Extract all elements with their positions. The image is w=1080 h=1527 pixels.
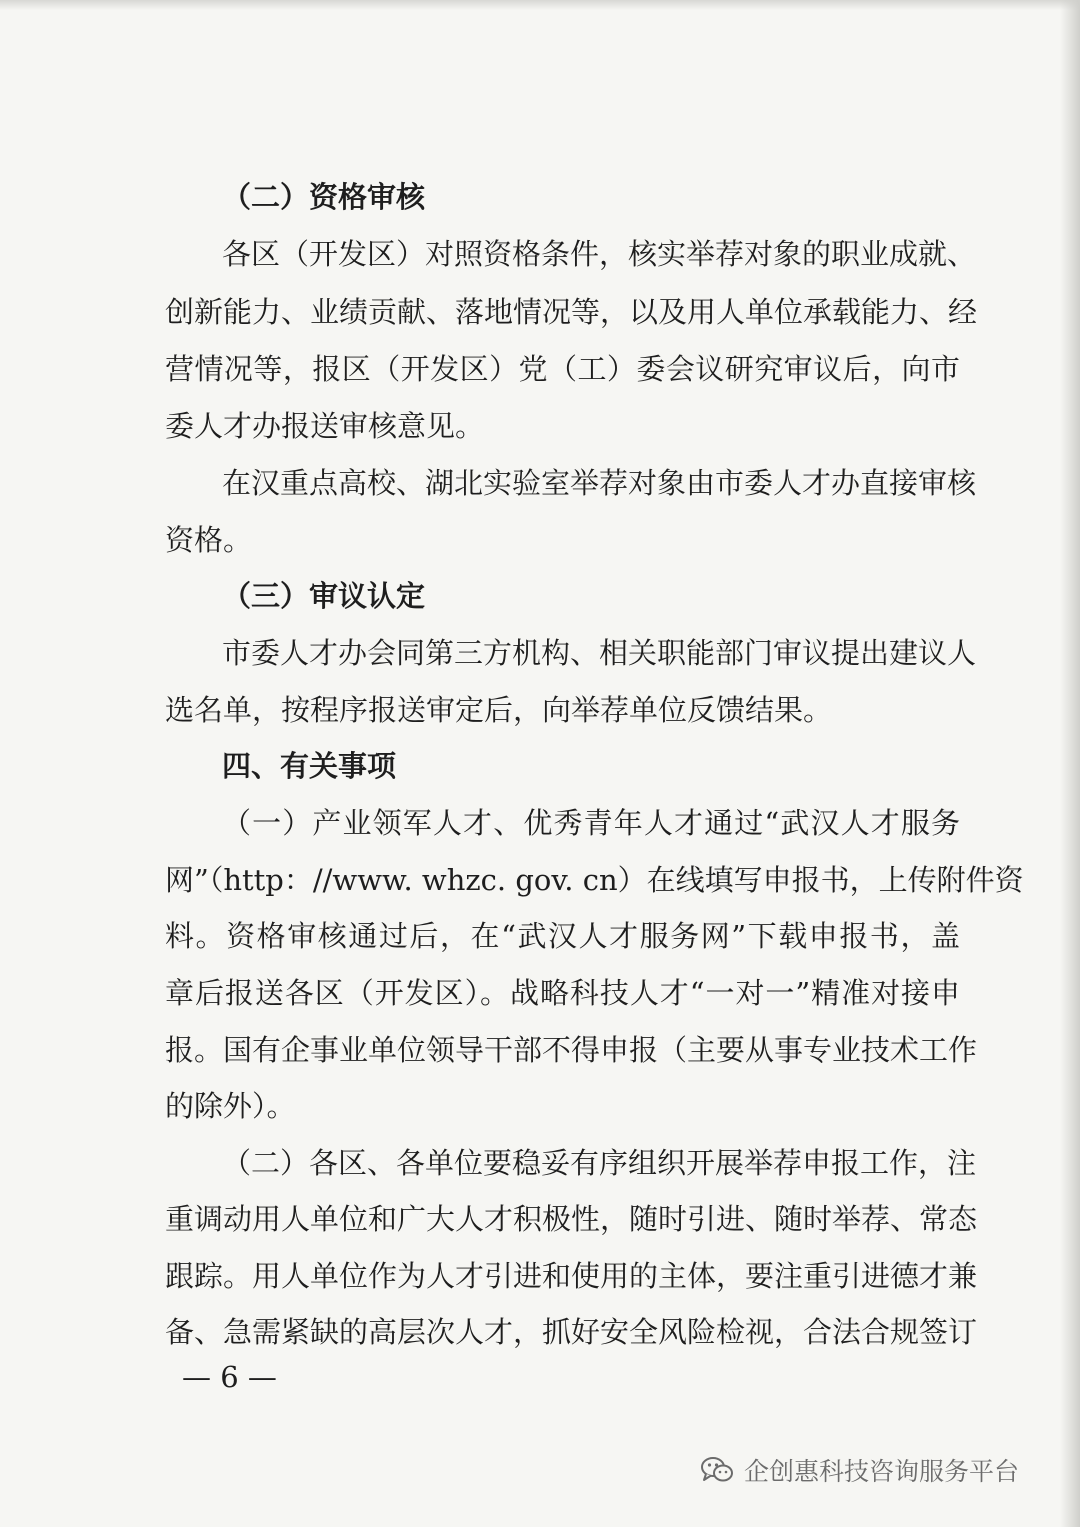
section-heading: 四、有关事项 (222, 749, 397, 783)
paragraph-line: 料。资格审核通过后，在“武汉人才服务网”下载申报书，盖 (165, 919, 960, 953)
paragraph-line: 市委人才办会同第三方机构、相关职能部门审议提出建议人 (222, 636, 977, 670)
paragraph-line: 资格。 (165, 523, 253, 557)
paragraph-line: 章后报送各区（开发区）。战略科技人才“一对一”精准对接申 (165, 976, 960, 1010)
watermark (700, 1452, 1019, 1488)
wechat-icon (700, 1456, 734, 1484)
paragraph-line: 选名单，按程序报送审定后，向举荐单位反馈结果。 (165, 693, 833, 727)
paragraph-line: 的除外）。 (165, 1089, 296, 1123)
paragraph-line: 报。国有企事业单位领导干部不得申报（主要从事专业技术工作 (165, 1033, 978, 1067)
paragraph-line: 创新能力、业绩贡献、落地情况等，以及用人单位承载能力、经 (165, 295, 978, 329)
paragraph-line: 营情况等，报区（开发区）党（工）委会议研究审议后，向市 (165, 352, 960, 386)
paragraph-line: （二）各区、各单位要稳妥有序组织开展举荐申报工作，注 (222, 1146, 977, 1180)
paragraph-line: 各区（开发区）对照资格条件，核实举荐对象的职业成就、 (222, 237, 977, 271)
paragraph-line: 跟踪。用人单位作为人才引进和使用的主体，要注重引进德才兼 (165, 1259, 978, 1293)
watermark-text: 企创惠科技咨询服务平台 (744, 1457, 1020, 1486)
paragraph-line: 委人才办报送审核意见。 (165, 409, 485, 443)
scan-edge-top (0, 0, 1080, 10)
paragraph-line: 在汉重点高校、湖北实验室举荐对象由市委人才办直接审核 (222, 466, 977, 500)
section-heading: （二）资格审核 (222, 180, 426, 214)
page-number: — 6 — (182, 1360, 277, 1394)
scan-edge-right (1060, 0, 1080, 1527)
paragraph-line: 网”（http：//www. whzc. gov. cn）在线填写申报书，上传附件资 (165, 863, 1024, 897)
paragraph-line: 重调动用人单位和广大人才积极性，随时引进、随时举荐、常态 (165, 1202, 978, 1236)
section-heading: （三）审议认定 (222, 579, 426, 613)
paragraph-line: 备、急需紧缺的高层次人才，抓好安全风险检视，合法合规签订 (165, 1315, 978, 1349)
paragraph-line: （一）产业领军人才、优秀青年人才通过“武汉人才服务 (222, 806, 960, 840)
